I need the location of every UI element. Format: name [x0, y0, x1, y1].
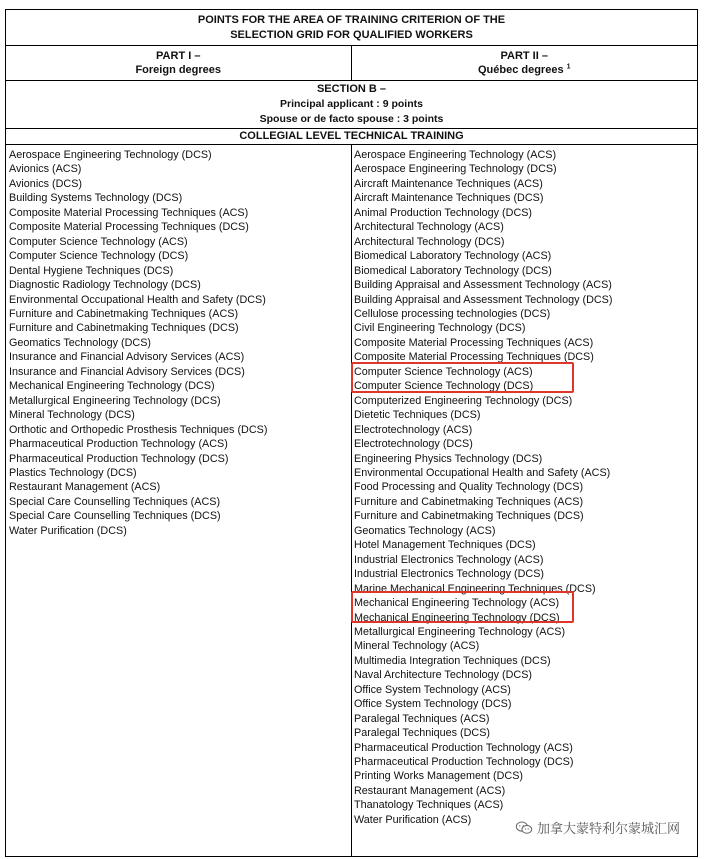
program-item: Architectural Technology (DCS) [354, 235, 505, 248]
wechat-icon [515, 821, 533, 835]
program-item: Mineral Technology (DCS) [9, 409, 135, 422]
program-item: Dental Hygiene Techniques (DCS) [9, 264, 174, 277]
program-item: Computer Science Technology (DCS) [9, 250, 189, 263]
program-item: Geomatics Technology (ACS) [354, 524, 496, 537]
program-item: Pharmaceutical Production Technology (DCS) [9, 452, 229, 465]
table-title [6, 10, 697, 46]
program-item: Geomatics Technology (DCS) [9, 336, 152, 349]
program-item: Paralegal Techniques (ACS) [354, 712, 490, 725]
selection-grid-table [5, 9, 698, 857]
program-item: Mechanical Engineering Technology (DCS) [9, 380, 215, 393]
program-item: Composite Material Processing Techniques (ACS) [9, 206, 249, 219]
program-item: Insurance and Financial Advisory Services (DCS) [9, 365, 245, 378]
column-divider [351, 145, 352, 856]
program-item: Biomedical Laboratory Technology (DCS) [354, 264, 552, 277]
program-item: Aircraft Maintenance Techniques (ACS) [354, 177, 543, 190]
program-item: Metallurgical Engineering Technology (DCS) [9, 394, 221, 407]
program-item: Building Appraisal and Assessment Technology (ACS) [354, 279, 612, 292]
part-2-subtitle: Québec degrees [477, 64, 564, 76]
program-item: Restaurant Management (ACS) [9, 481, 161, 494]
program-item: Office System Technology (DCS) [354, 698, 512, 711]
program-item: Mechanical Engineering Technology (ACS) [354, 597, 560, 610]
program-item: Pharmaceutical Production Technology (DCS) [354, 756, 574, 769]
program-item: Architectural Technology (ACS) [354, 221, 504, 234]
parts-header-row [6, 46, 697, 81]
program-item: Avionics (ACS) [9, 163, 82, 176]
program-item: Building Systems Technology (DCS) [9, 192, 183, 205]
program-item: Furniture and Cabinetmaking Techniques (DCS) [354, 510, 584, 523]
program-item: Diagnostic Radiology Technology (DCS) [9, 279, 201, 292]
program-item: Industrial Electronics Technology (ACS) [354, 553, 544, 566]
program-item: Paralegal Techniques (DCS) [354, 727, 491, 740]
highlight-box-mechanical-engineering [351, 591, 574, 623]
program-item: Composite Material Processing Techniques (DCS) [354, 351, 594, 364]
program-item: Metallurgical Engineering Technology (ACS) [354, 625, 566, 638]
program-item: Marine Mechanical Engineering Techniques (DCS) [354, 582, 596, 595]
program-item: Printing Works Management (DCS) [354, 770, 524, 783]
program-item: Special Care Counselling Techniques (DCS) [9, 510, 221, 523]
part-1-header [6, 46, 352, 81]
program-item: Engineering Physics Technology (DCS) [354, 452, 543, 465]
part-1-subtitle: Foreign degrees [135, 64, 222, 76]
program-item: Pharmaceutical Production Technology (ACS) [354, 741, 573, 754]
program-item: Computerized Engineering Technology (DCS) [354, 394, 573, 407]
quebec-degrees-list [354, 148, 612, 827]
program-item: Aerospace Engineering Technology (DCS) [354, 163, 557, 176]
program-item: Special Care Counselling Techniques (ACS) [9, 495, 221, 508]
program-item: Food Processing and Quality Technology (DCS) [354, 481, 584, 494]
program-item: Thanatology Techniques (ACS) [354, 799, 504, 812]
program-item: Furniture and Cabinetmaking Techniques (ACS) [354, 495, 584, 508]
program-item: Environmental Occupational Health and Safety (DCS) [9, 293, 266, 306]
program-item: Industrial Electronics Technology (DCS) [354, 568, 545, 581]
program-item: Furniture and Cabinetmaking Techniques (DCS) [9, 322, 239, 335]
part-2-header [352, 46, 698, 81]
program-item: Naval Architecture Technology (DCS) [354, 669, 533, 682]
program-item: Civil Engineering Technology (DCS) [354, 322, 526, 335]
section-title: SECTION B – [316, 83, 387, 95]
program-item: Restaurant Management (ACS) [354, 784, 506, 797]
title-line-1: POINTS FOR THE AREA OF TRAINING CRITERION OF THE [197, 14, 506, 26]
program-item: Plastics Technology (DCS) [9, 466, 137, 479]
program-item: Furniture and Cabinetmaking Techniques (ACS) [9, 307, 239, 320]
program-item: Cellulose processing technologies (DCS) [354, 307, 551, 320]
program-item: Mechanical Engineering Technology (DCS) [354, 611, 560, 624]
program-item: Water Purification (ACS) [354, 813, 472, 826]
footnote-marker: 1 [566, 63, 571, 71]
program-item: Mineral Technology (ACS) [354, 640, 480, 653]
highlight-box-computer-science [351, 362, 574, 393]
program-item: Office System Technology (ACS) [354, 683, 511, 696]
part-2-title: PART II – [500, 50, 548, 62]
program-item: Dietetic Techniques (DCS) [354, 409, 481, 422]
watermark-text: 加拿大蒙特利尔蒙城汇网 [536, 821, 680, 836]
program-item: Computer Science Technology (DCS) [354, 380, 534, 393]
spouse-points: Spouse or de facto spouse : 3 points [259, 113, 444, 125]
program-item: Building Appraisal and Assessment Technology (DCS) [354, 293, 613, 306]
program-item: Insurance and Financial Advisory Services (ACS) [9, 351, 245, 364]
program-item: Environmental Occupational Health and Safety (ACS) [354, 466, 611, 479]
program-item: Electrotechnology (ACS) [354, 423, 473, 436]
program-item: Composite Material Processing Techniques (DCS) [9, 221, 249, 234]
program-item: Animal Production Technology (DCS) [354, 206, 533, 219]
program-item: Computer Science Technology (ACS) [354, 365, 533, 378]
program-item: Aerospace Engineering Technology (ACS) [354, 149, 557, 161]
foreign-degrees-list [9, 148, 267, 538]
program-item: Biomedical Laboratory Technology (ACS) [354, 250, 552, 263]
program-item: Pharmaceutical Production Technology (ACS) [9, 438, 228, 451]
level-heading: COLLEGIAL LEVEL TECHNICAL TRAINING [6, 129, 697, 145]
section-b-header [6, 81, 697, 129]
program-item: Multimedia Integration Techniques (DCS) [354, 654, 551, 667]
title-line-2: SELECTION GRID FOR QUALIFIED WORKERS [230, 29, 473, 41]
program-item: Aircraft Maintenance Techniques (DCS) [354, 192, 544, 205]
principal-applicant-points: Principal applicant : 9 points [280, 98, 423, 110]
program-item: Hotel Management Techniques (DCS) [354, 539, 536, 552]
program-item: Computer Science Technology (ACS) [9, 235, 188, 248]
program-item: Orthotic and Orthopedic Prosthesis Techniques (DCS) [9, 423, 268, 436]
watermark [515, 818, 680, 837]
program-item: Avionics (DCS) [9, 177, 82, 190]
part-1-title: PART I – [156, 50, 201, 62]
program-item: Water Purification (DCS) [9, 524, 127, 537]
program-item: Aerospace Engineering Technology (DCS) [9, 149, 212, 161]
program-item: Composite Material Processing Techniques (ACS) [354, 336, 594, 349]
program-item: Electrotechnology (DCS) [354, 438, 473, 451]
